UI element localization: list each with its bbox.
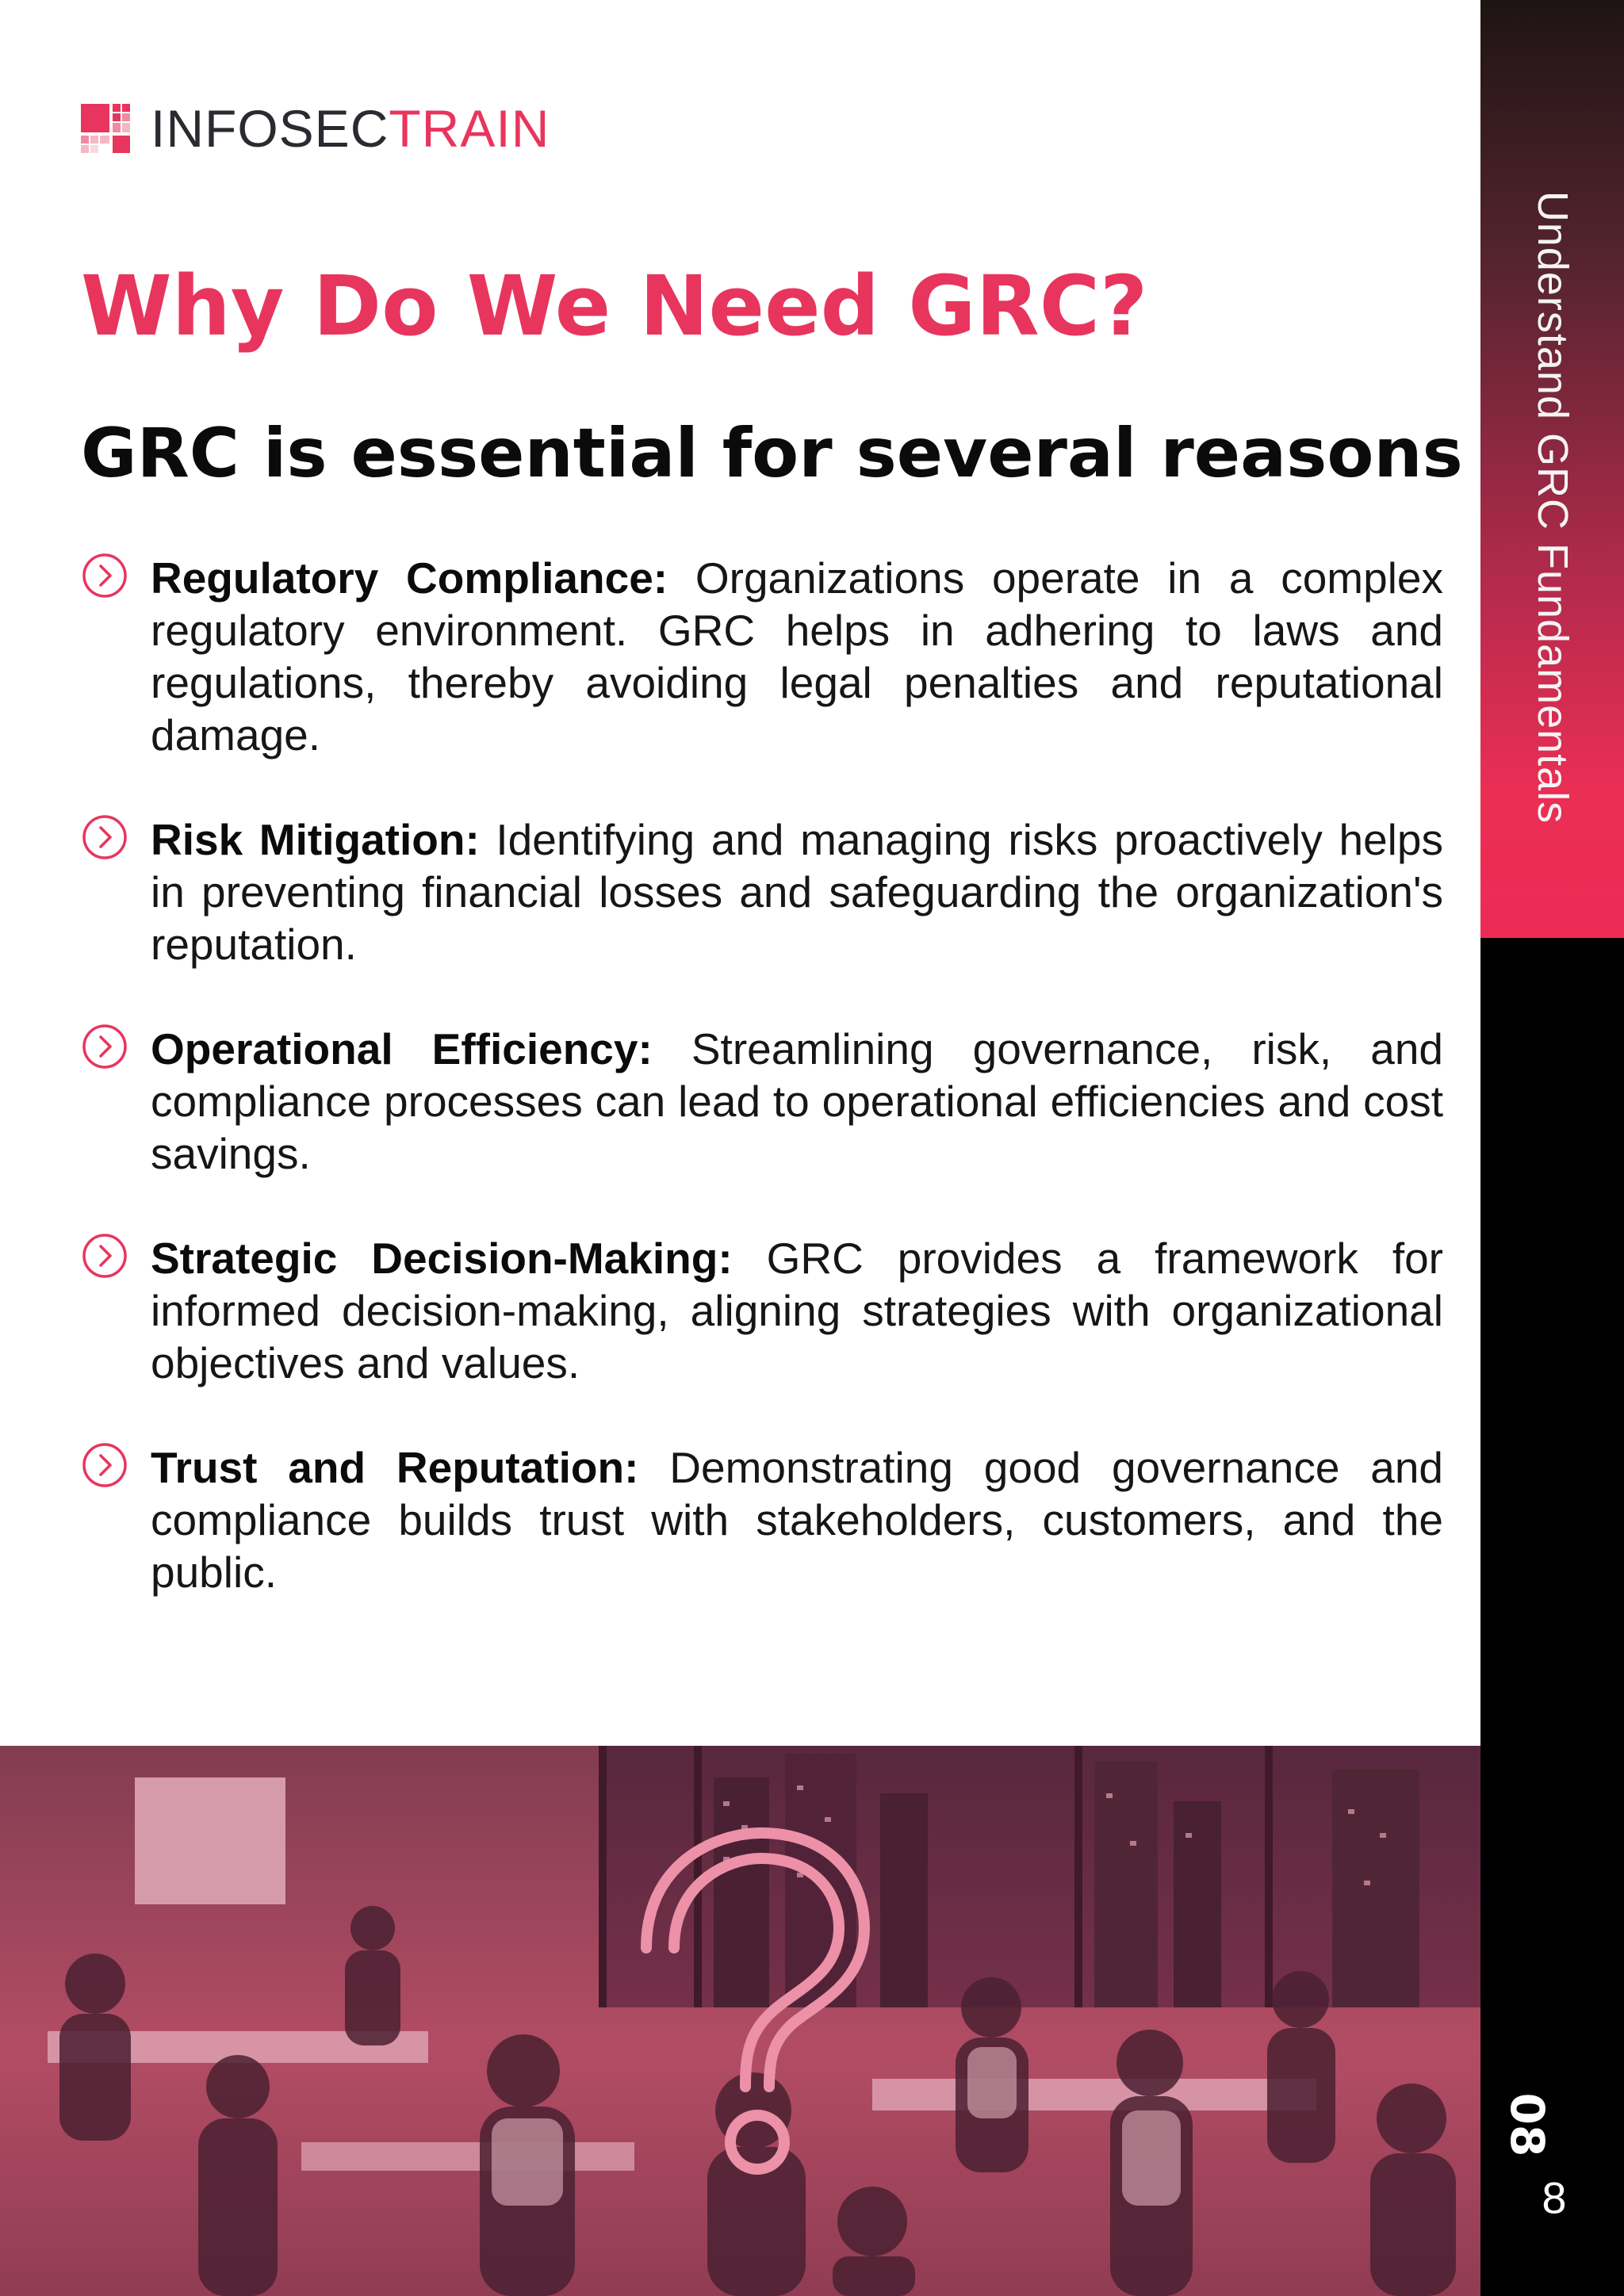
list-item-description: Identifying and managing risks proactively helps in preventing financial losses and safeguarding the organization's reputation. <box>151 815 1443 969</box>
list-item <box>81 1023 1443 1180</box>
brand-logo <box>81 99 550 158</box>
chevron-circle-right-icon <box>81 1441 128 1489</box>
list-item <box>81 552 1443 761</box>
list-item-description: GRC provides a framework for informed decision-making, aligning strategies with organizational objectives and values. <box>151 1234 1444 1387</box>
chevron-circle-right-icon <box>81 1232 128 1280</box>
list-item-description: Streamlining governance, risk, and compliance processes can lead to operational efficiencies and cost savings. <box>151 1024 1443 1178</box>
page-subtitle: GRC is essential for several reasons <box>81 414 1463 493</box>
list-item <box>81 1441 1443 1598</box>
list-item-text <box>151 1023 1443 1180</box>
brand-name-part2: TRAIN <box>389 99 550 158</box>
list-item-text <box>151 1232 1443 1389</box>
office-meeting-photo <box>0 1746 1480 2296</box>
brand-name <box>151 99 550 158</box>
list-item-description: Organizations operate in a complex regulatory environment. GRC helps in adhering to laws and regulations, thereby avoiding legal penalties and reputational damage. <box>151 553 1443 760</box>
brand-name-part1: INFOSEC <box>151 99 389 158</box>
list-item-term: Operational Efficiency: <box>151 1024 653 1073</box>
chevron-circle-right-icon <box>81 1023 128 1070</box>
list-item-description: Demonstrating good governance and compliance builds trust with stakeholders, customers, and the public. <box>151 1443 1444 1597</box>
page-title: Why Do We Need GRC? <box>81 258 1148 354</box>
chevron-circle-right-icon <box>81 552 128 599</box>
list-item-text <box>151 552 1443 761</box>
list-item-term: Regulatory Compliance: <box>151 553 668 603</box>
list-item <box>81 1232 1443 1389</box>
list-item-term: Risk Mitigation: <box>151 815 480 864</box>
reasons-list <box>81 552 1443 1651</box>
list-item-term: Strategic Decision-Making: <box>151 1234 733 1283</box>
chevron-circle-right-icon <box>81 813 128 861</box>
list-item <box>81 813 1443 970</box>
page-number: 8 <box>1542 2172 1567 2223</box>
section-label: Understand GRC Fundamentals <box>1529 190 1576 825</box>
list-item-text <box>151 813 1443 970</box>
page-number-bold: 08 <box>1500 2092 1554 2157</box>
list-item-text <box>151 1441 1443 1598</box>
list-item-term: Trust and Reputation: <box>151 1443 639 1492</box>
logo-icon <box>81 104 130 153</box>
